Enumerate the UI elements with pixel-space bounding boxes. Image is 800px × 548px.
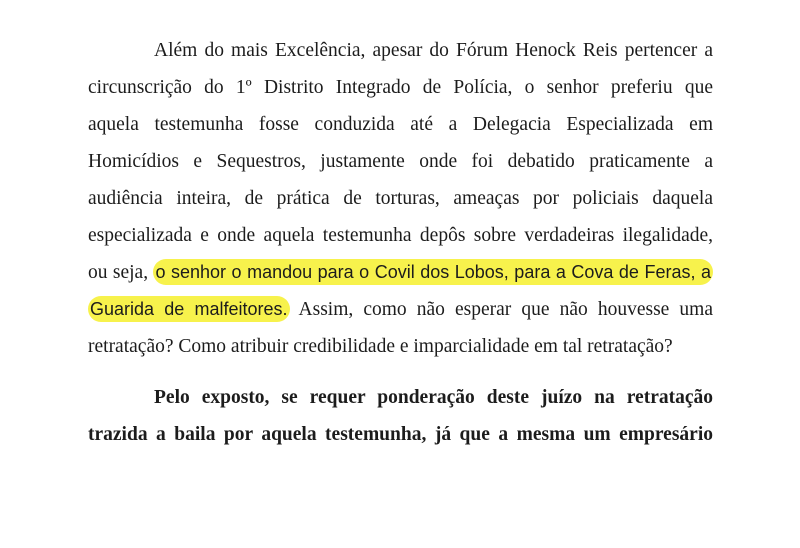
paragraph-2 bbox=[88, 379, 713, 453]
line-suffix: Assim, como não esperar que não houvesse uma bbox=[289, 299, 713, 320]
document-page bbox=[88, 32, 713, 453]
paragraph-line: trazida a baila por aquela testemunha, já que a mesma um empresário bbox=[88, 424, 713, 445]
paragraph-line: circunscrição do 1º Distrito Integrado de Polícia, o senhor preferiu que bbox=[88, 77, 713, 98]
highlighted-text: o senhor o mandou para o Covil dos Lobos, para a Cova de Feras, a bbox=[153, 259, 713, 285]
paragraph-line: especializada e onde aquela testemunha depôs sobre verdadeiras ilegalidade, bbox=[88, 225, 713, 246]
line-prefix: ou seja, bbox=[88, 262, 154, 283]
paragraph-line: Além do mais Excelência, apesar do Fórum Henock Reis pertencer a bbox=[154, 40, 713, 61]
highlighted-text: Guarida de malfeitores. bbox=[88, 296, 290, 322]
paragraph-line-with-highlight bbox=[88, 291, 713, 328]
paragraph-line: Homicídios e Sequestros, justamente onde foi debatido praticamente a bbox=[88, 151, 713, 172]
paragraph-line: Pelo exposto, se requer ponderação deste juízo na retratação bbox=[154, 387, 713, 408]
paragraph-line: retratação? Como atribuir credibilidade e imparcialidade em tal retratação? bbox=[88, 336, 673, 357]
paragraph-line-with-highlight bbox=[88, 254, 713, 291]
paragraph-1 bbox=[88, 32, 713, 365]
paragraph-line: aquela testemunha fosse conduzida até a Delegacia Especializada em bbox=[88, 114, 713, 135]
paragraph-line: audiência inteira, de prática de torturas, ameaças por policiais daquela bbox=[88, 188, 713, 209]
